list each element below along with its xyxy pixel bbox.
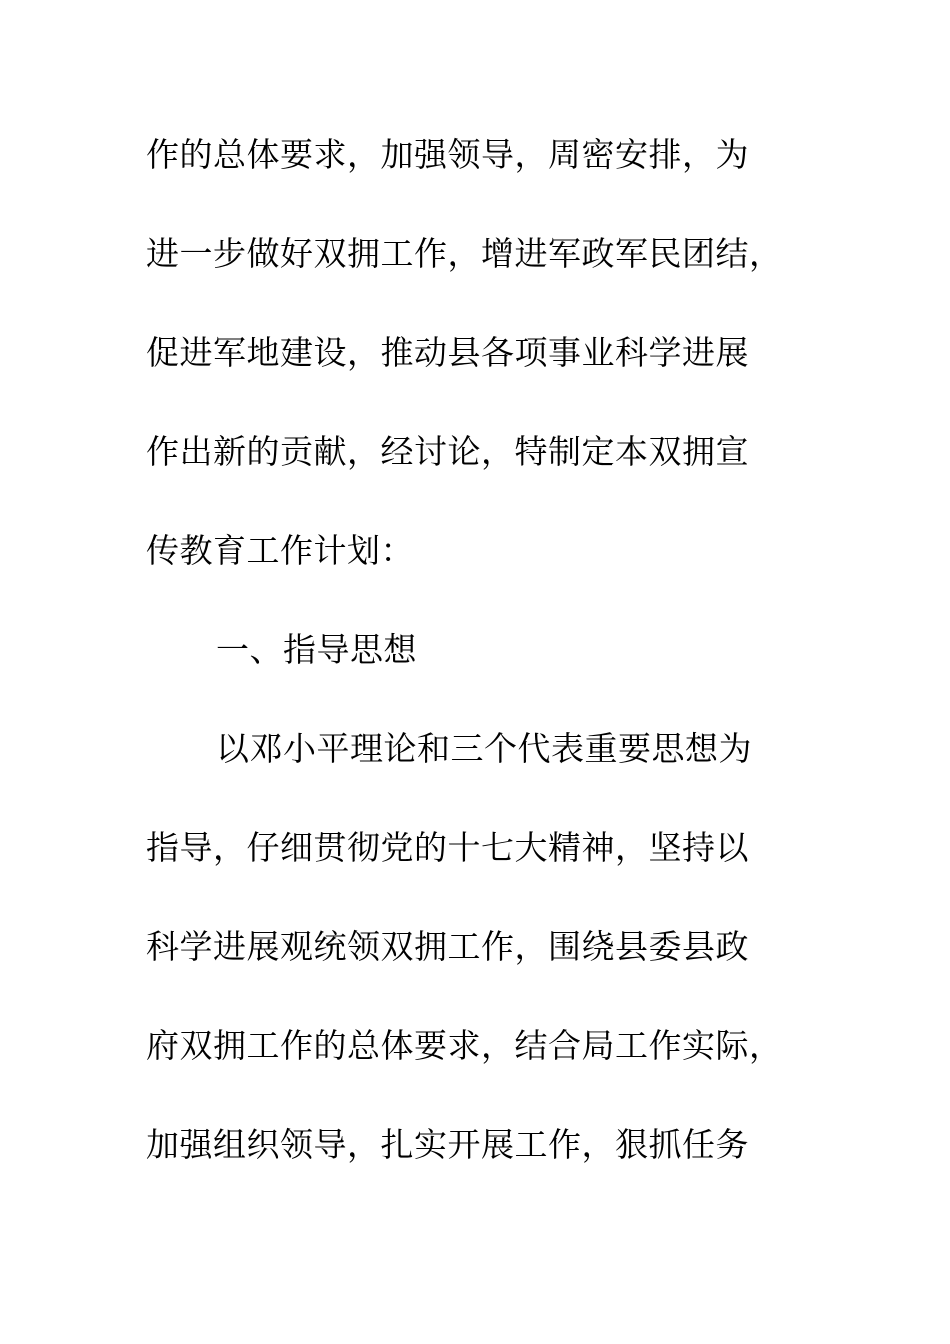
body-line: 府双拥工作的总体要求，结合局工作实际，	[146, 1026, 783, 1065]
document-body	[146, 126, 806, 1215]
body-line: 促进军地建设，推动县各项事业科学进展	[146, 333, 749, 372]
body-line: 进一步做好双拥工作，增进军政军民团结，	[146, 234, 783, 273]
body-line: 作的总体要求，加强领导，周密安排，为	[146, 135, 749, 174]
body-line: 加强组织领导，扎实开展工作，狠抓任务	[146, 1125, 749, 1164]
body-line: 指导，仔细贯彻党的十七大精神，坚持以	[146, 828, 749, 867]
paragraph-first-line: 以邓小平理论和三个代表重要思想为	[216, 729, 752, 768]
body-line: 传教育工作计划：	[146, 531, 414, 570]
body-line: 作出新的贡献，经讨论，特制定本双拥宣	[146, 432, 749, 471]
body-line: 科学进展观统领双拥工作，围绕县委县政	[146, 927, 749, 966]
section-heading: 一、指导思想	[216, 630, 417, 669]
